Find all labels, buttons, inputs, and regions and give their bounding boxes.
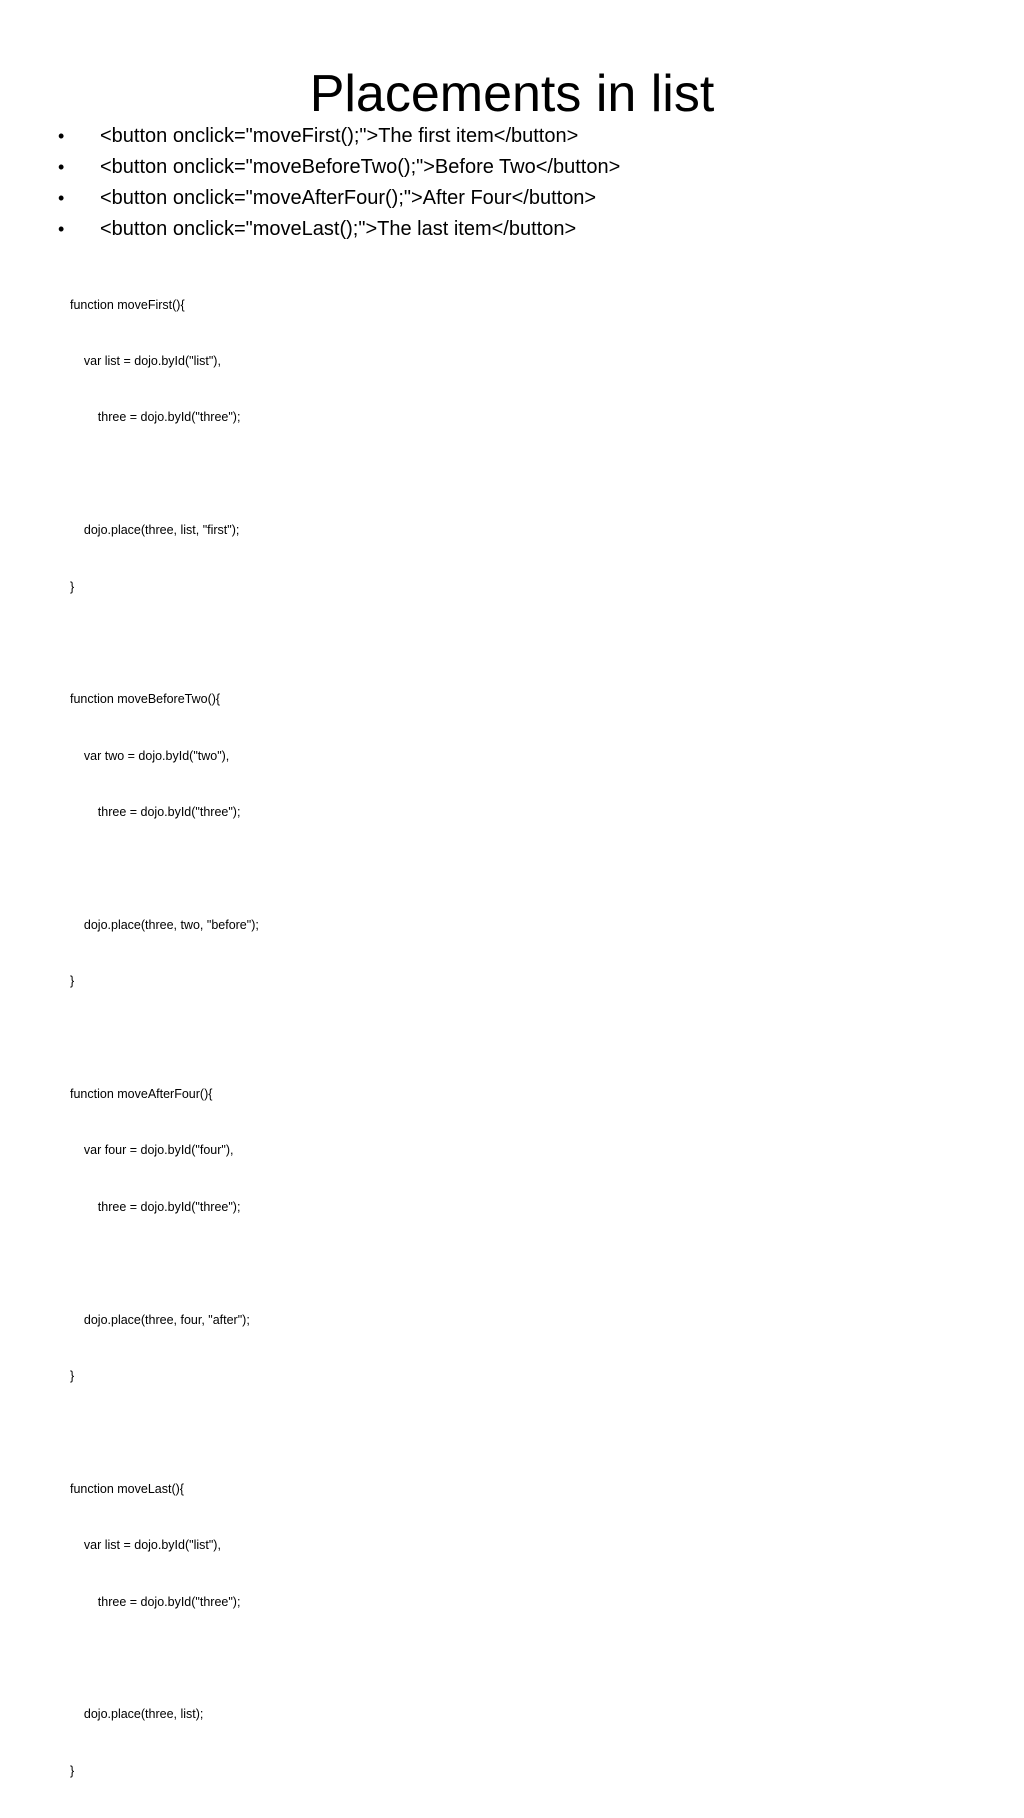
bullet-icon: •	[58, 126, 65, 146]
code-line: }	[70, 579, 75, 594]
code-line: three = dojo.byId("three");	[70, 1594, 241, 1609]
bullet-icon: •	[58, 219, 65, 239]
code-line	[70, 1423, 259, 1442]
code-block	[70, 258, 259, 1818]
code-line	[70, 465, 259, 484]
bullet-text: <button onclick="moveLast();">The last item</button>	[100, 218, 577, 240]
code-line: var two = dojo.byId("two"),	[70, 748, 230, 763]
code-line: function moveFirst(){	[70, 297, 185, 312]
code-line	[70, 1649, 259, 1668]
code-line: }	[70, 1763, 75, 1778]
code-line: function moveLast(){	[70, 1481, 184, 1496]
code-line	[70, 1029, 259, 1048]
code-line: dojo.place(three, list);	[70, 1707, 204, 1722]
code-line: dojo.place(three, list, "first");	[70, 523, 240, 538]
code-line	[70, 1254, 259, 1273]
code-line: function moveBeforeTwo(){	[70, 692, 221, 707]
code-line: three = dojo.byId("three");	[70, 410, 241, 425]
code-line: three = dojo.byId("three");	[70, 1199, 241, 1214]
code-line: dojo.place(three, four, "after");	[70, 1312, 250, 1327]
code-line: function moveAfterFour(){	[70, 1087, 213, 1102]
code-line	[70, 860, 259, 879]
code-line: }	[70, 974, 75, 989]
bullet-text: <button onclick="moveFirst();">The first item</button>	[100, 125, 579, 147]
code-line: var list = dojo.byId("list"),	[70, 1538, 221, 1553]
code-line: three = dojo.byId("three");	[70, 805, 241, 820]
bullet-icon: •	[58, 157, 65, 177]
slide-title: Placements in list	[309, 65, 715, 123]
bullet-icon: •	[58, 188, 65, 208]
code-line: var four = dojo.byId("four"),	[70, 1143, 234, 1158]
code-line: var list = dojo.byId("list"),	[70, 353, 221, 368]
bullet-text: <button onclick="moveAfterFour();">After Four</button>	[100, 187, 597, 209]
code-line: dojo.place(three, two, "before");	[70, 917, 259, 932]
code-line	[70, 634, 259, 653]
bullet-text: <button onclick="moveBeforeTwo();">Before Two</button>	[100, 156, 621, 178]
code-line: }	[70, 1369, 75, 1384]
